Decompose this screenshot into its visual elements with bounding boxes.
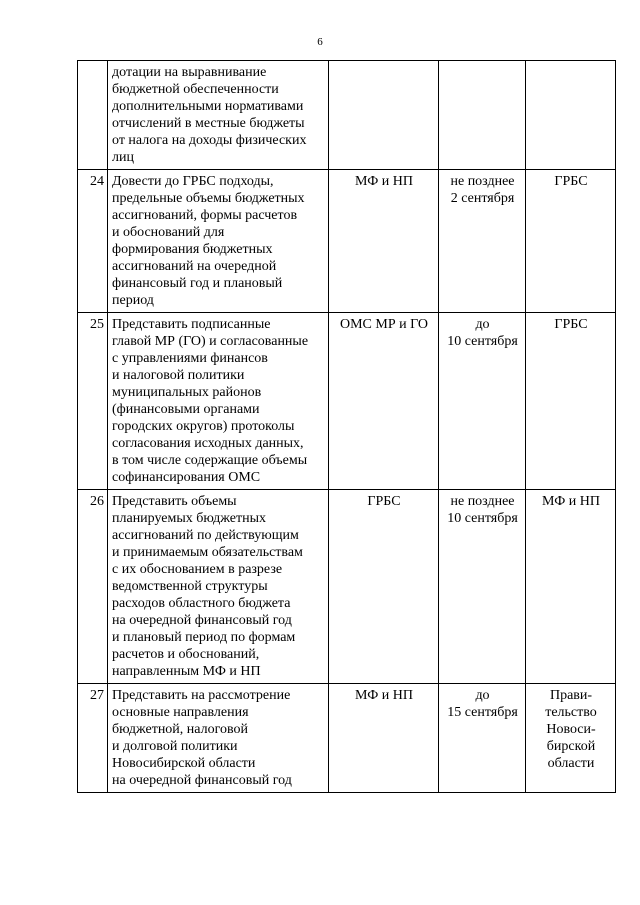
responsible-party: МФ и НП	[329, 684, 439, 793]
task-description: Довести до ГРБС подходы, предельные объемы бюджетных ассигнований, формы расчетов и обоснований для формирования бюджетных ассигнований на очередной финансовый год и плановый период	[108, 170, 329, 313]
table-row	[78, 313, 616, 490]
row-number: 26	[78, 490, 108, 684]
table-row	[78, 61, 616, 170]
row-number: 24	[78, 170, 108, 313]
task-description: дотации на выравнивание бюджетной обеспеченности дополнительными нормативами отчислений в местные бюджеты от налога на доходы физических лиц	[108, 61, 329, 170]
deadline	[439, 61, 526, 170]
recipient: Прави- тельство Новоси- бирской области	[526, 684, 616, 793]
row-number: 27	[78, 684, 108, 793]
deadline: до 15 сентября	[439, 684, 526, 793]
table-row	[78, 490, 616, 684]
table-row	[78, 170, 616, 313]
responsible-party: МФ и НП	[329, 170, 439, 313]
page-number: 6	[317, 36, 323, 48]
recipient	[526, 61, 616, 170]
recipient: ГРБС	[526, 170, 616, 313]
row-number: 25	[78, 313, 108, 490]
task-description: Представить на рассмотрение основные направления бюджетной, налоговой и долговой политики Новосибирской области на очередной финансовый год	[108, 684, 329, 793]
schedule-table	[77, 60, 616, 793]
row-number	[78, 61, 108, 170]
task-description: Представить подписанные главой МР (ГО) и согласованные с управлениями финансов и налоговой политики муниципальных районов (финансовыми органами городских округов) протоколы согласования исходных данных, в том числе содержащие объемы софинансирования ОМС	[108, 313, 329, 490]
responsible-party: ОМС МР и ГО	[329, 313, 439, 490]
table-row	[78, 684, 616, 793]
deadline: до 10 сентября	[439, 313, 526, 490]
deadline: не позднее 2 сентября	[439, 170, 526, 313]
deadline: не позднее 10 сентября	[439, 490, 526, 684]
responsible-party: ГРБС	[329, 490, 439, 684]
responsible-party	[329, 61, 439, 170]
task-description: Представить объемы планируемых бюджетных ассигнований по действующим и принимаемым обязательствам с их обоснованием в разрезе ведомственной структуры расходов областного бюджета на очередной финансовый год и плановый период по формам расчетов и обоснований, направленным МФ и НП	[108, 490, 329, 684]
recipient: ГРБС	[526, 313, 616, 490]
recipient: МФ и НП	[526, 490, 616, 684]
